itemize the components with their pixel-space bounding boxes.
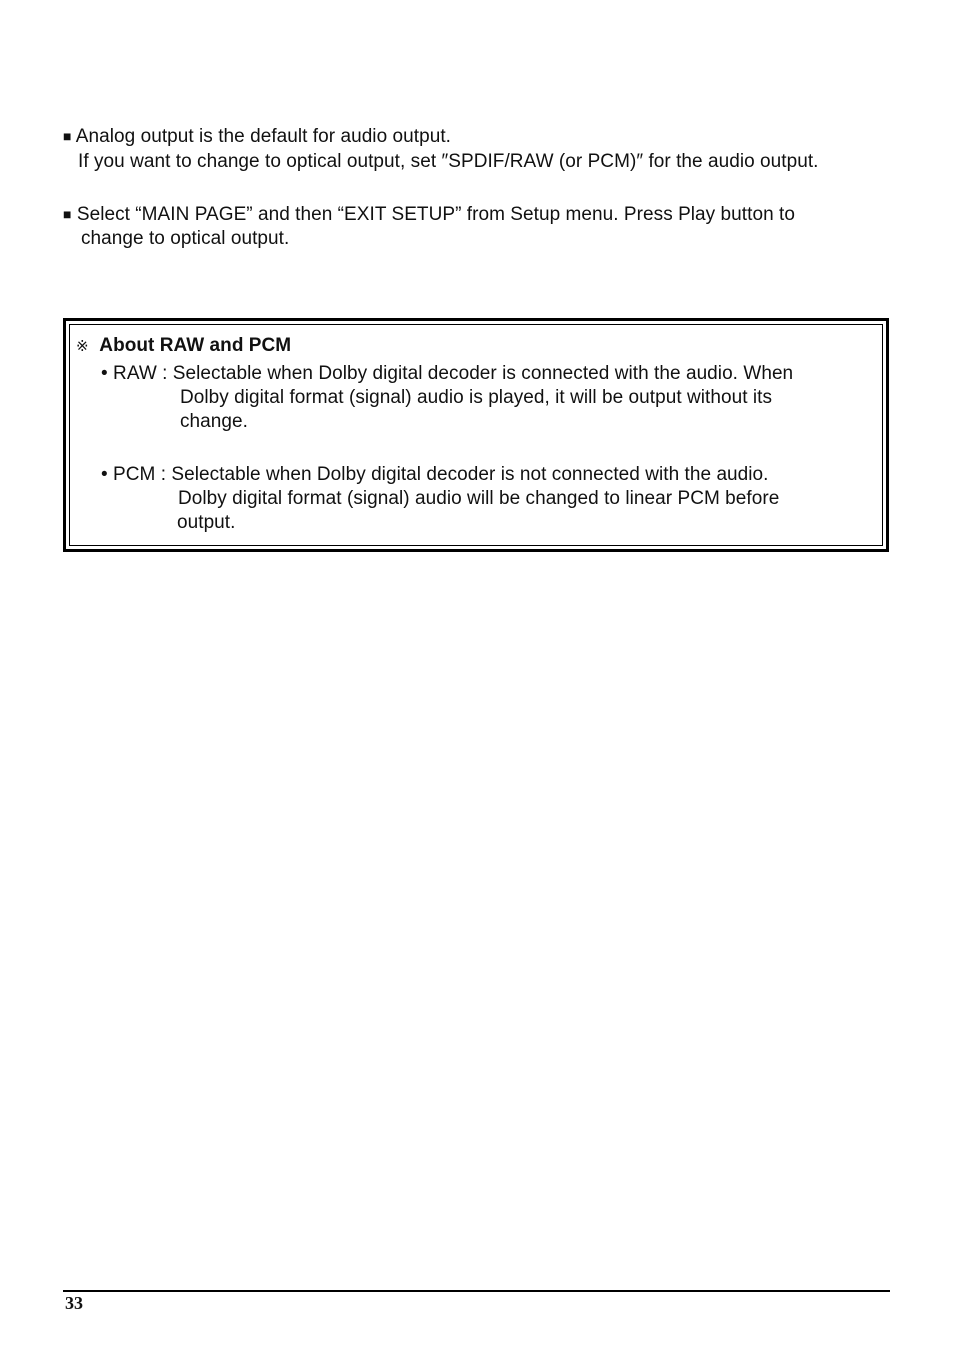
- footer-rule: [63, 1290, 890, 1292]
- note-title: About RAW and PCM: [99, 335, 292, 356]
- bullet-2-line-1: [63, 203, 795, 227]
- raw-line-3: change.: [180, 411, 248, 432]
- bullet-2-line-2: change to optical output.: [81, 228, 290, 249]
- bullet-1-text-1: Analog output is the default for audio output.: [75, 126, 451, 147]
- bullet-1-line-2: If you want to change to optical output, set ″SPDIF/RAW (or PCM)″ for the audio output.: [78, 151, 819, 172]
- square-bullet-icon: ■: [63, 128, 72, 144]
- pcm-line-1: [101, 463, 769, 487]
- page-number: 33: [65, 1293, 83, 1313]
- raw-line-1: [101, 362, 793, 386]
- pcm-line-3: output.: [177, 512, 236, 533]
- square-bullet-icon: ■: [63, 206, 72, 222]
- bullet-2-text-1: Select “MAIN PAGE” and then “EXIT SETUP” from Setup menu. Press Play button to: [76, 204, 795, 225]
- note-title-row: [76, 334, 291, 359]
- pcm-text-1: PCM : Selectable when Dolby digital decoder is not connected with the audio.: [113, 464, 769, 485]
- dot-bullet-icon: •: [101, 363, 108, 384]
- raw-text-1: RAW : Selectable when Dolby digital decoder is connected with the audio. When: [113, 363, 794, 384]
- pcm-line-2: Dolby digital format (signal) audio will be changed to linear PCM before: [178, 488, 780, 509]
- reference-mark-icon: ※: [76, 338, 89, 355]
- dot-bullet-icon: •: [101, 464, 108, 485]
- bullet-1-line-1: [63, 125, 451, 149]
- raw-line-2: Dolby digital format (signal) audio is played, it will be output without its: [180, 387, 773, 408]
